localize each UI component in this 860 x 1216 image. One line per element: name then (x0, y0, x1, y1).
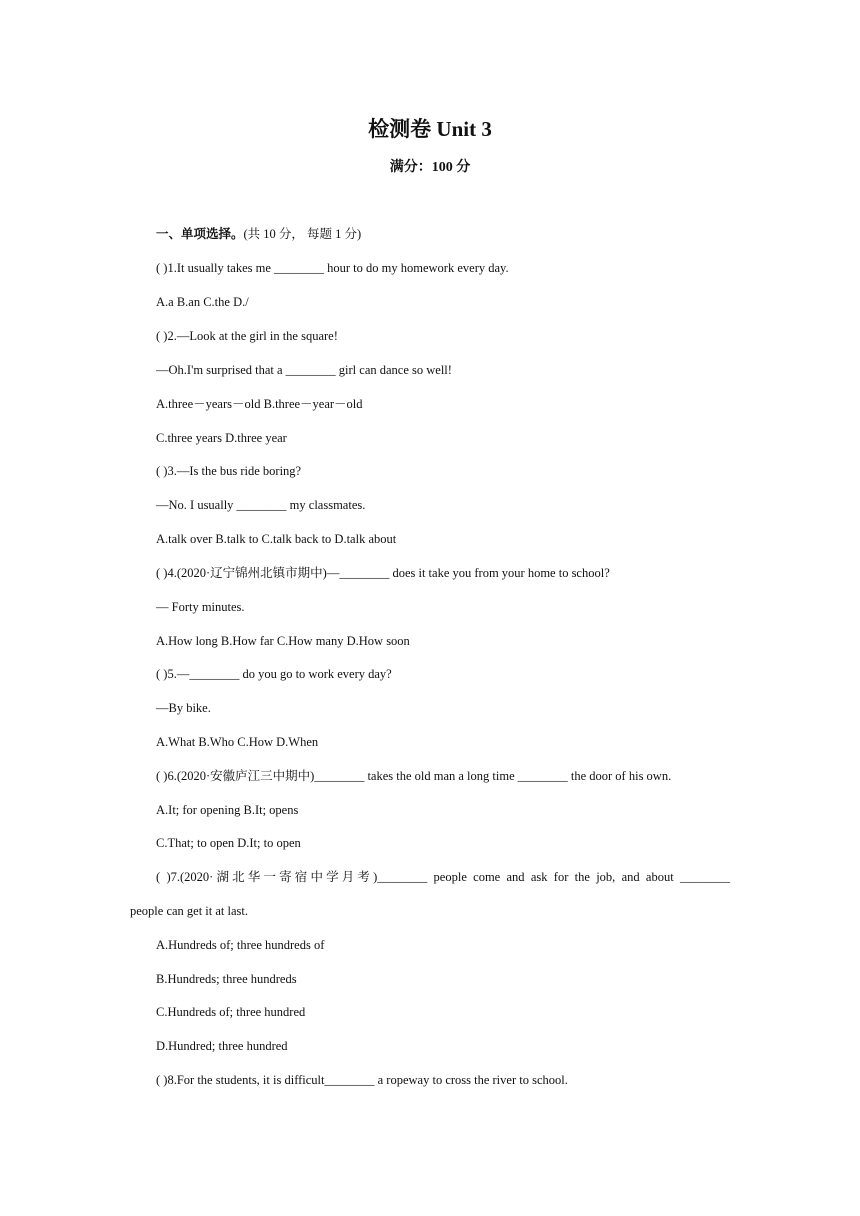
answer-options: A.Hundreds of; three hundreds of (156, 938, 325, 952)
question-line: ( )7.(2020·湖北华一寄宿中学月考)________ people come and ask for the job, and about ________ (156, 870, 730, 884)
dialogue-line: —By bike. (156, 701, 211, 715)
answer-options: A.a B.an C.the D./ (156, 295, 249, 309)
answer-options: A.talk over B.talk to C.talk back to D.talk about (156, 532, 397, 546)
section-note: (共 10 分， 每题 1 分) (243, 227, 362, 241)
answer-options: B.Hundreds; three hundreds (156, 972, 297, 986)
question-line: ( )3.—Is the bus ride boring? (156, 464, 302, 478)
answer-options: A.three－years－old B.three－year－old (156, 397, 363, 411)
page-title: 检测卷 Unit 3 (368, 117, 492, 141)
page-subtitle: 满分：100 分 (389, 160, 471, 175)
dialogue-line: — Forty minutes. (156, 600, 245, 614)
question-continuation: people can get it at last. (130, 904, 249, 918)
answer-options: A.What B.Who C.How D.When (156, 735, 319, 749)
question-line: ( )1.It usually takes me ________ hour to do my homework every day. (156, 261, 509, 275)
section-heading (156, 226, 361, 242)
question-line: ( )6.(2020·安徽庐江三中期中)________ takes the old man a long time ________ the door of his own. (156, 769, 672, 783)
question-line: ( )2.—Look at the girl in the square! (156, 329, 338, 343)
question-line: ( )4.(2020·辽宁锦州北镇市期中)—________ does it take you from your home to school? (156, 566, 610, 580)
question-line: ( )5.—________ do you go to work every day? (156, 667, 392, 681)
dialogue-line: —Oh.I'm surprised that a ________ girl can dance so well! (156, 363, 452, 377)
answer-options: A.It; for opening B.It; opens (156, 803, 299, 817)
question-line: ( )8.For the students, it is difficult________ a ropeway to cross the river to school. (156, 1073, 568, 1087)
answer-options: C.That; to open D.It; to open (156, 836, 301, 850)
answer-options: C.Hundreds of; three hundred (156, 1005, 306, 1019)
answer-options: C.three years D.three year (156, 431, 287, 445)
dialogue-line: —No. I usually ________ my classmates. (156, 498, 366, 512)
section-title: 一、单项选择。 (156, 227, 244, 241)
answer-options: D.Hundred; three hundred (156, 1039, 288, 1053)
answer-options: A.How long B.How far C.How many D.How soon (156, 634, 410, 648)
